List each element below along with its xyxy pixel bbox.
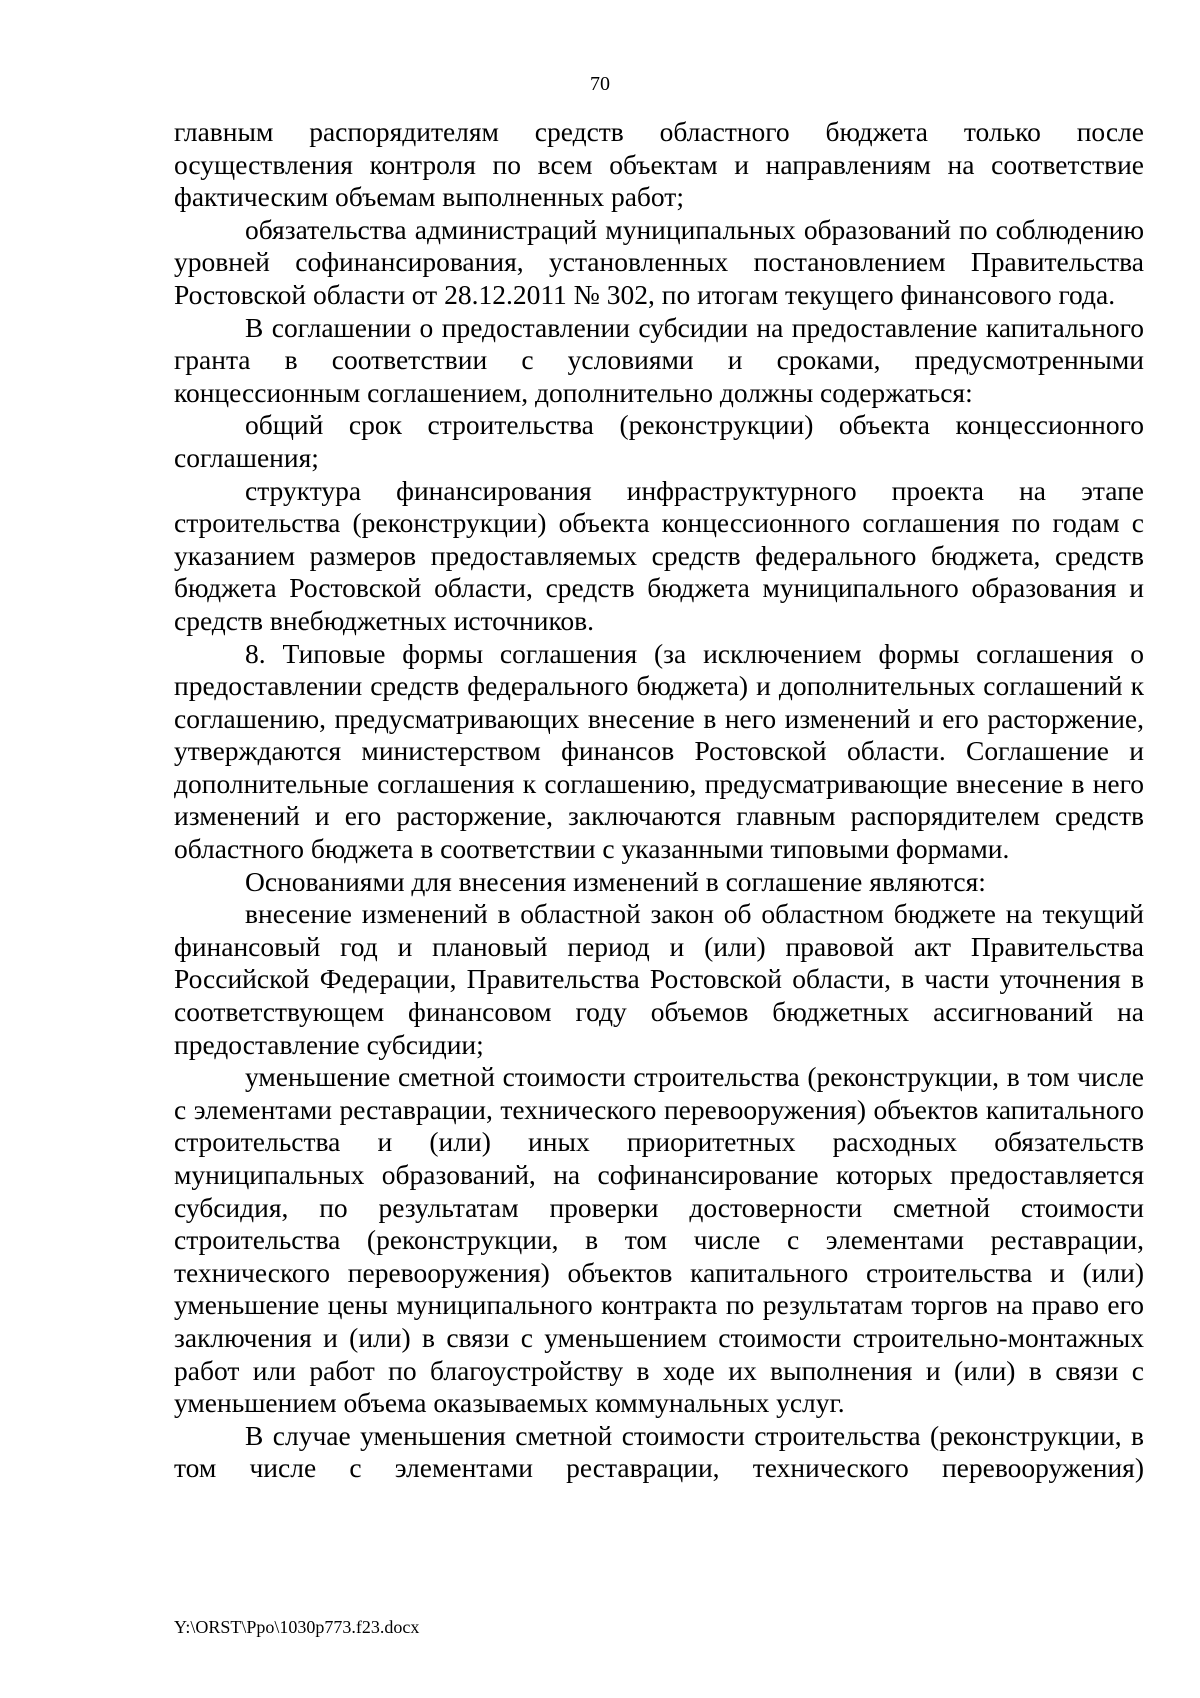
paragraph: 8. Типовые формы соглашения (за исключением формы соглашения о предоставлении средств федерального бюджета) и дополнительных соглашений к соглашению, предусматривающих внесение в него изменений и его расторжение, утверждаются министерством финансов Ростовской области. Соглашение и дополнительные соглашения к соглашению, предусматривающие внесение в него изменений и его расторжение, заключаются главным распорядителем средств областного бюджета в соответствии с указанными типовыми формами. (174, 637, 1144, 865)
paragraph: общий срок строительства (реконструкции) объекта концессионного соглашения; (174, 409, 1144, 473)
page-number: 70 (590, 73, 610, 95)
file-path-footer: Y:\ORST\Ppo\1030p773.f23.docx (174, 1617, 420, 1637)
paragraph: В случае уменьшения сметной стоимости строительства (реконструкции, в том числе с элементами реставрации, технического перевооружения) (174, 1419, 1144, 1484)
paragraph: обязательства администраций муниципальных образований по соблюдению уровней софинансирования, установленных постановлением Правительства Ростовской области от 28.12.2011 № 302, по итогам текущего финансового года. (174, 213, 1144, 310)
paragraph: Основаниями для внесения изменений в соглашение являются: (245, 865, 986, 897)
paragraph: главным распорядителям средств областного бюджета только после осуществления контроля по всем объектам и направлениям на соответствие фактическим объемам выполненных работ; (174, 116, 1144, 213)
paragraph: В соглашении о предоставлении субсидии на предоставление капитального гранта в соответствии с условиями и сроками, предусмотренными концессионным соглашением, дополнительно должны содержаться: (174, 311, 1144, 408)
paragraph: внесение изменений в областной закон об областном бюджете на текущий финансовый год и плановый период и (или) правовой акт Правительства Российской Федерации, Правительства Ростовской области, в части уточнения в соответствующем финансовом году объемов бюджетных ассигнований на предоставление субсидии; (174, 898, 1144, 1060)
document-body (174, 116, 1144, 1485)
paragraph: уменьшение сметной стоимости строительства (реконструкции, в том числе с элементами реставрации, технического перевооружения) объектов капитального строительства и (или) иных приоритетных расходных обязательств муниципальных образований, на софинансирование которых предоставляется субсидия, по результатам проверки достоверности сметной стоимости строительства (реконструкции, в том числе с элементами реставрации, технического перевооружения) объектов капитального строительства и (или) уменьшение цены муниципального контракта по результатам торгов на право его заключения и (или) в связи с уменьшением стоимости строительно-монтажных работ или работ по благоустройству в ходе их выполнения и (или) в связи с уменьшением объема оказываемых коммунальных услуг. (174, 1061, 1144, 1419)
paragraph: структура финансирования инфраструктурного проекта на этапе строительства (реконструкции) объекта концессионного соглашения по годам с указанием размеров предоставляемых средств федерального бюджета, средств бюджета Ростовской области, средств бюджета муниципального образования и средств внебюджетных источников. (174, 474, 1144, 636)
